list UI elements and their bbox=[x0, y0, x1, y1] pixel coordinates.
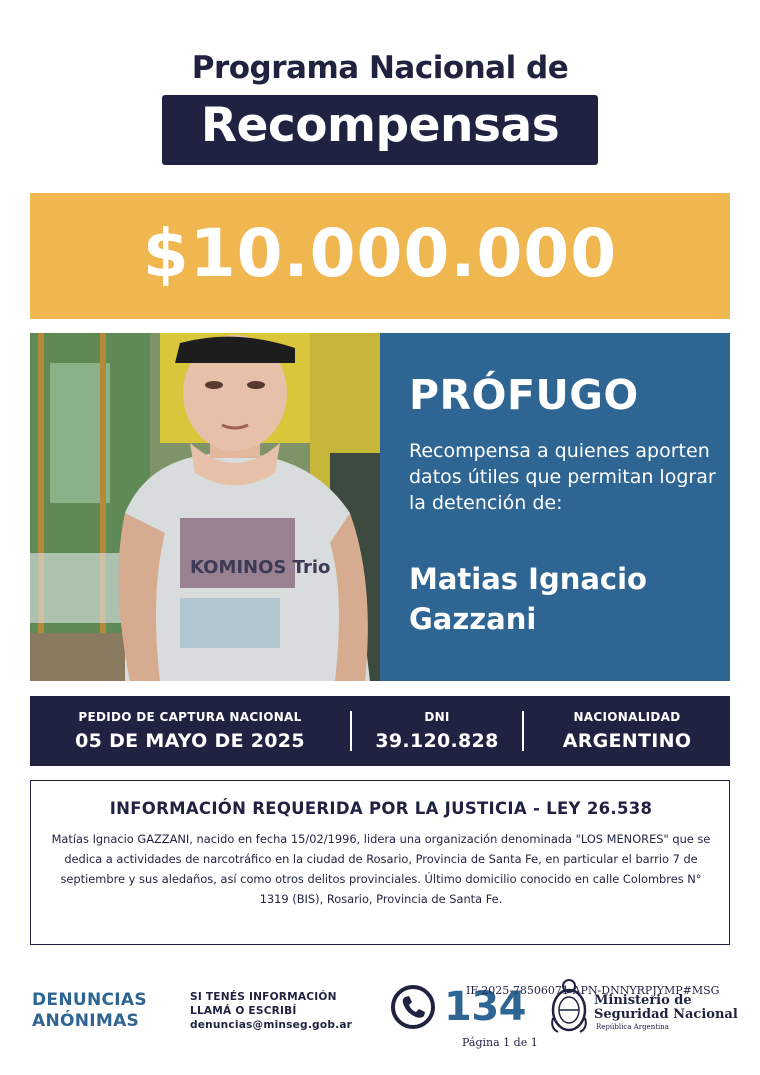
page-number: Página 1 de 1 bbox=[462, 1036, 538, 1049]
national-seal-icon bbox=[548, 978, 590, 1036]
wanted-name: Matias Ignacio Gazzani bbox=[409, 562, 647, 636]
phone-icon bbox=[390, 984, 436, 1030]
details-bar bbox=[30, 696, 730, 766]
tshirt-print: KOMINOS Trio bbox=[190, 557, 331, 578]
detail-value: ARGENTINO bbox=[562, 730, 692, 752]
ministry-line1: Ministerio de bbox=[594, 993, 692, 1008]
legal-title: INFORMACIÓN REQUERIDA POR LA JUSTICIA - LEY 26.538 bbox=[109, 799, 653, 818]
detail-label: NACIONALIDAD bbox=[573, 710, 681, 724]
suspect-photo bbox=[30, 333, 380, 681]
detail-nationality bbox=[524, 710, 730, 752]
wanted-info-panel bbox=[380, 333, 730, 681]
info-line2: LLAMÁ O ESCRIBÍ bbox=[190, 1005, 297, 1017]
detail-label: DNI bbox=[424, 710, 450, 724]
program-title-line2: Recompensas bbox=[200, 98, 560, 153]
ministry-line2: Seguridad Nacional bbox=[594, 1007, 738, 1022]
ministry-country: República Argentina bbox=[596, 1023, 669, 1031]
legal-info-box bbox=[30, 780, 730, 945]
ministry-name bbox=[594, 994, 738, 1022]
reward-banner bbox=[30, 193, 730, 319]
reward-amount: $10.000.000 bbox=[142, 215, 618, 292]
detail-dni bbox=[352, 710, 522, 752]
program-title-box bbox=[162, 95, 598, 165]
fugitive-status: PRÓFUGO bbox=[409, 371, 639, 419]
detail-value: 39.120.828 bbox=[375, 730, 499, 752]
denuncias-info bbox=[190, 990, 352, 1032]
legal-body: Matías Ignacio GAZZANI, nacido en fecha 15/02/1996, lidera una organización denominada "LOS MENORES" que se dedica a actividades de narcotráfico en la ciudad de Rosario, Provincia de Santa Fe, en particular el barrio 7 de septiembre y sus aledaños, así como otros delitos provinciales. Último domicilio conocido en calle Colombres N° 1319 (BIS), Rosario, Provincia de Santa Fe. bbox=[51, 832, 711, 906]
denuncias-title bbox=[32, 990, 147, 1032]
document-id: IF-2025-78506071-APN-DNNYRPJYMP#MSG bbox=[466, 984, 720, 997]
hotline-number[interactable]: 134 bbox=[444, 984, 526, 1030]
denuncias-line1: DENUNCIAS bbox=[32, 990, 147, 1010]
email-link[interactable]: denuncias@minseg.gob.ar bbox=[190, 1019, 353, 1031]
detail-capture-order bbox=[30, 710, 350, 752]
denuncias-line2: ANÓNIMAS bbox=[32, 1011, 140, 1031]
reward-description: Recompensa a quienes aporten datos útiles que permitan lograr la detención de: bbox=[409, 440, 716, 514]
detail-value: 05 DE MAYO DE 2025 bbox=[75, 730, 305, 752]
info-line1: SI TENÉS INFORMACIÓN bbox=[190, 991, 337, 1003]
detail-label: PEDIDO DE CAPTURA NACIONAL bbox=[78, 710, 302, 724]
program-title-line1: Programa Nacional de bbox=[191, 50, 569, 86]
